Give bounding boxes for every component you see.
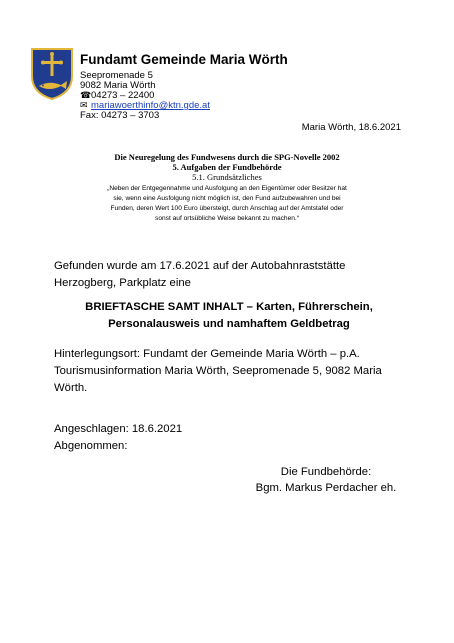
phone-icon: ☎ xyxy=(80,90,92,100)
legal-subtitle: 5. Aufgaben der Fundbehörde xyxy=(172,162,282,172)
address-street: Seepromenade 5 xyxy=(80,70,153,81)
legal-title: Die Neuregelung des Fundwesens durch die SPG-Novelle 2002 xyxy=(114,152,340,162)
coat-of-arms-logo xyxy=(31,48,73,100)
legal-section: 5.1. Grundsätzliches xyxy=(192,172,262,182)
org-name: Fundamt Gemeinde Maria Wörth xyxy=(80,52,288,67)
authority-label: Die Fundbehörde: xyxy=(280,466,372,478)
found-paragraph: Gefunden wurde am 17.6.2021 auf der Autobahnraststätte Herzogberg, Parkplatz eine xyxy=(54,260,346,289)
fax-line: Fax: 04273 – 3703 xyxy=(80,110,160,121)
envelope-icon: ✉ xyxy=(80,100,88,110)
email-link[interactable]: mariawoerthinfo@ktn.gde.at xyxy=(91,100,210,111)
posted-date: Angeschlagen: 18.6.2021 xyxy=(54,423,183,435)
removed-date: Abgenommen: xyxy=(54,440,128,452)
address-city: 9082 Maria Wörth xyxy=(80,80,156,91)
mayor-signature: Bgm. Markus Perdacher eh. xyxy=(255,482,397,494)
signature-block xyxy=(236,464,416,496)
phone-number: 04273 – 22400 xyxy=(91,90,155,101)
deposit-paragraph: Hinterlegungsort: Fundamt der Gemeinde Maria Wörth – p.A. Tourismusinformation Maria Wörth, Seepromenade 5, 9082 Maria Wörth. xyxy=(54,348,382,394)
posting-dates xyxy=(54,421,404,455)
legal-quote: „Neben der Entgegennahme und Ausfolgung an den Eigentümer oder Besitzer hat sie, wenn eine Ausfolgung nicht möglich ist, den Fund aufzubewahren und bei Funden, deren Wert 100 Euro übersteigt, durch Anschlag auf der Amtstafel oder sonst auf ortsübliche Weise bekannt zu machen.“ xyxy=(107,185,347,222)
date-line: Maria Wörth, 18.6.2021 xyxy=(301,122,401,133)
found-item: BRIEFTASCHE SAMT INHALT – Karten, Führerschein, Personalausweis und namhaftem Geldbetrag xyxy=(85,301,373,330)
